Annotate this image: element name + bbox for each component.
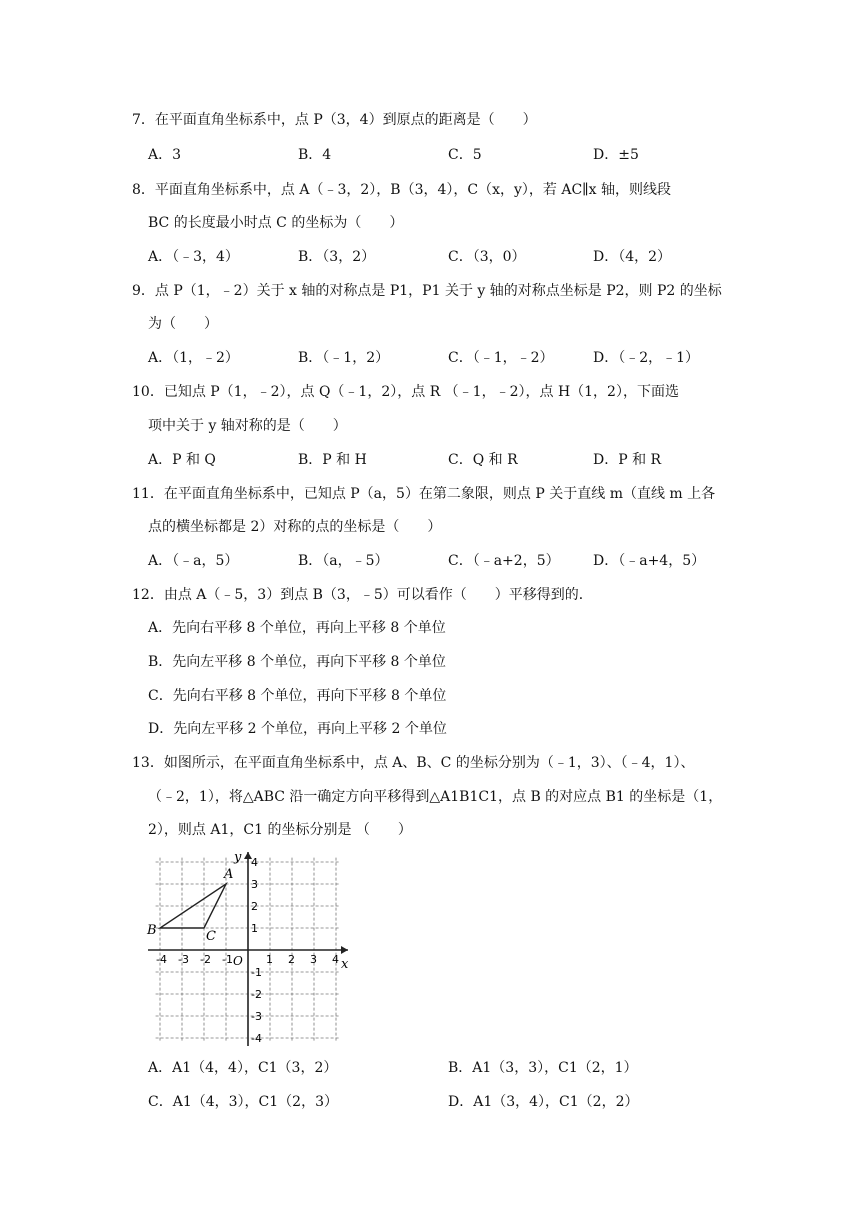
q13-option-d[interactable]: D．A1（3，4），C1（2，2） [448, 1094, 639, 1110]
q13-option-b[interactable]: B．A1（3，3），C1（2，1） [448, 1060, 638, 1076]
x-tick-label: 1 [266, 953, 273, 966]
x-tick-label: -3 [178, 953, 189, 966]
question-13-line-1: 13．如图所示，在平面直角坐标系中，点 A、B、C 的坐标分别为（﹣1，3）、（﹣4，1）、 [132, 755, 695, 771]
y-tick-label: -3 [251, 1010, 262, 1023]
origin-label: O [233, 954, 243, 968]
axes [148, 850, 349, 1046]
x-tick-label: -2 [200, 953, 211, 966]
y-tick-label: 1 [251, 922, 258, 935]
q7-option-b[interactable]: B．4 [298, 147, 332, 163]
q8-option-d[interactable]: D．（4，2） [593, 249, 672, 265]
q7-option-c[interactable]: C．5 [448, 147, 482, 163]
question-8-line-2: BC 的长度最小时点 C 的坐标为（ ） [148, 215, 404, 231]
q9-option-c[interactable]: C．（﹣1，﹣2） [448, 350, 554, 366]
coordinate-figure [148, 850, 358, 1050]
q8-option-a[interactable]: A．（﹣3，4） [148, 249, 239, 265]
point-label-a: A [224, 867, 234, 882]
x-axis-arrow [341, 946, 348, 954]
q10-option-b[interactable]: B．P 和 H [298, 452, 367, 468]
q13-option-a[interactable]: A．A1（4，4），C1（3，2） [148, 1060, 338, 1076]
y-tick-label: 2 [251, 900, 258, 913]
point-label-c: C [206, 929, 216, 944]
question-8-line-1: 8．平面直角坐标系中，点 A（﹣3，2），B（3，4），C（x，y），若 AC∥x 轴，则线段 [132, 182, 671, 198]
q13-option-c[interactable]: C．A1（4，3），C1（2，3） [148, 1094, 338, 1110]
x-tick-label: 2 [288, 953, 295, 966]
x-axis-label: x [341, 957, 349, 972]
q11-option-c[interactable]: C．（﹣a+2，5） [448, 553, 560, 569]
y-tick-label: -1 [251, 966, 262, 979]
q7-option-d[interactable]: D．±5 [593, 147, 639, 163]
q11-option-b[interactable]: B．（a，﹣5） [298, 553, 389, 569]
question-7-line-1: 7．在平面直角坐标系中，点 P（3，4）到原点的距离是（ ） [132, 112, 537, 128]
question-11-line-1: 11．在平面直角坐标系中，已知点 P（a，5）在第二象限，则点 P 关于直线 m（直线 m 上各 [132, 486, 716, 502]
q11-option-d[interactable]: D．（﹣a+4，5） [593, 553, 706, 569]
question-13-line-3: 2），则点 A1，C1 的坐标分别是 （ ） [148, 822, 412, 838]
q12-option-c[interactable]: C．先向右平移 8 个单位，再向下平移 8 个单位 [148, 688, 447, 704]
x-tick-label: 4 [332, 953, 339, 966]
q12-option-d[interactable]: D．先向左平移 2 个单位，再向上平移 2 个单位 [148, 721, 447, 737]
y-axis-label: y [234, 850, 242, 865]
q9-option-a[interactable]: A．（1，﹣2） [148, 350, 239, 366]
triangle-abc [146, 867, 233, 944]
y-tick-label: 3 [251, 878, 258, 891]
question-11-line-2: 点的横坐标都是 2）对称的点的坐标是（ ） [148, 519, 442, 535]
question-10-line-1: 10．已知点 P（1，﹣2），点 Q（﹣1，2），点 R （﹣1，﹣2），点 H（1，2），下面选 [132, 384, 679, 400]
question-9-line-2: 为（ ） [148, 316, 218, 332]
question-9-line-1: 9．点 P（1，﹣2）关于 x 轴的对称点是 P1，P1 关于 y 轴的对称点坐标是 P2，则 P2 的坐标 [132, 283, 722, 299]
q8-option-b[interactable]: B．（3，2） [298, 249, 376, 265]
q9-option-b[interactable]: B．（﹣1，2） [298, 350, 390, 366]
q10-option-c[interactable]: C．Q 和 R [448, 452, 518, 468]
q10-option-a[interactable]: A．P 和 Q [148, 452, 216, 468]
question-10-line-2: 项中关于 y 轴对称的是（ ） [148, 418, 347, 434]
q12-option-a[interactable]: A．先向右平移 8 个单位，再向上平移 8 个单位 [148, 620, 446, 636]
q9-option-d[interactable]: D．（﹣2，﹣1） [593, 350, 700, 366]
x-tick-label: -4 [156, 953, 167, 966]
point-label-b: B [147, 923, 157, 938]
question-12-line-1: 12．由点 A（﹣5，3）到点 B（3，﹣5）可以看作（ ）平移得到的． [132, 587, 593, 603]
y-tick-label: 4 [251, 856, 258, 869]
question-13-line-2: （﹣2，1），将△ABC 沿一确定方向平移得到△A1B1C1，点 B 的对应点 B1 的坐标是（1， [148, 789, 723, 805]
x-tick-label: 3 [310, 953, 317, 966]
q11-option-a[interactable]: A．（﹣a，5） [148, 553, 239, 569]
q10-option-d[interactable]: D．P 和 R [593, 452, 662, 468]
q7-option-a[interactable]: A．3 [148, 147, 182, 163]
y-tick-label: -2 [251, 988, 262, 1001]
y-tick-label: -4 [251, 1032, 262, 1045]
q12-option-b[interactable]: B．先向左平移 8 个单位，再向下平移 8 个单位 [148, 654, 446, 670]
x-tick-label: -1 [222, 953, 233, 966]
q8-option-c[interactable]: C．（3，0） [448, 249, 526, 265]
